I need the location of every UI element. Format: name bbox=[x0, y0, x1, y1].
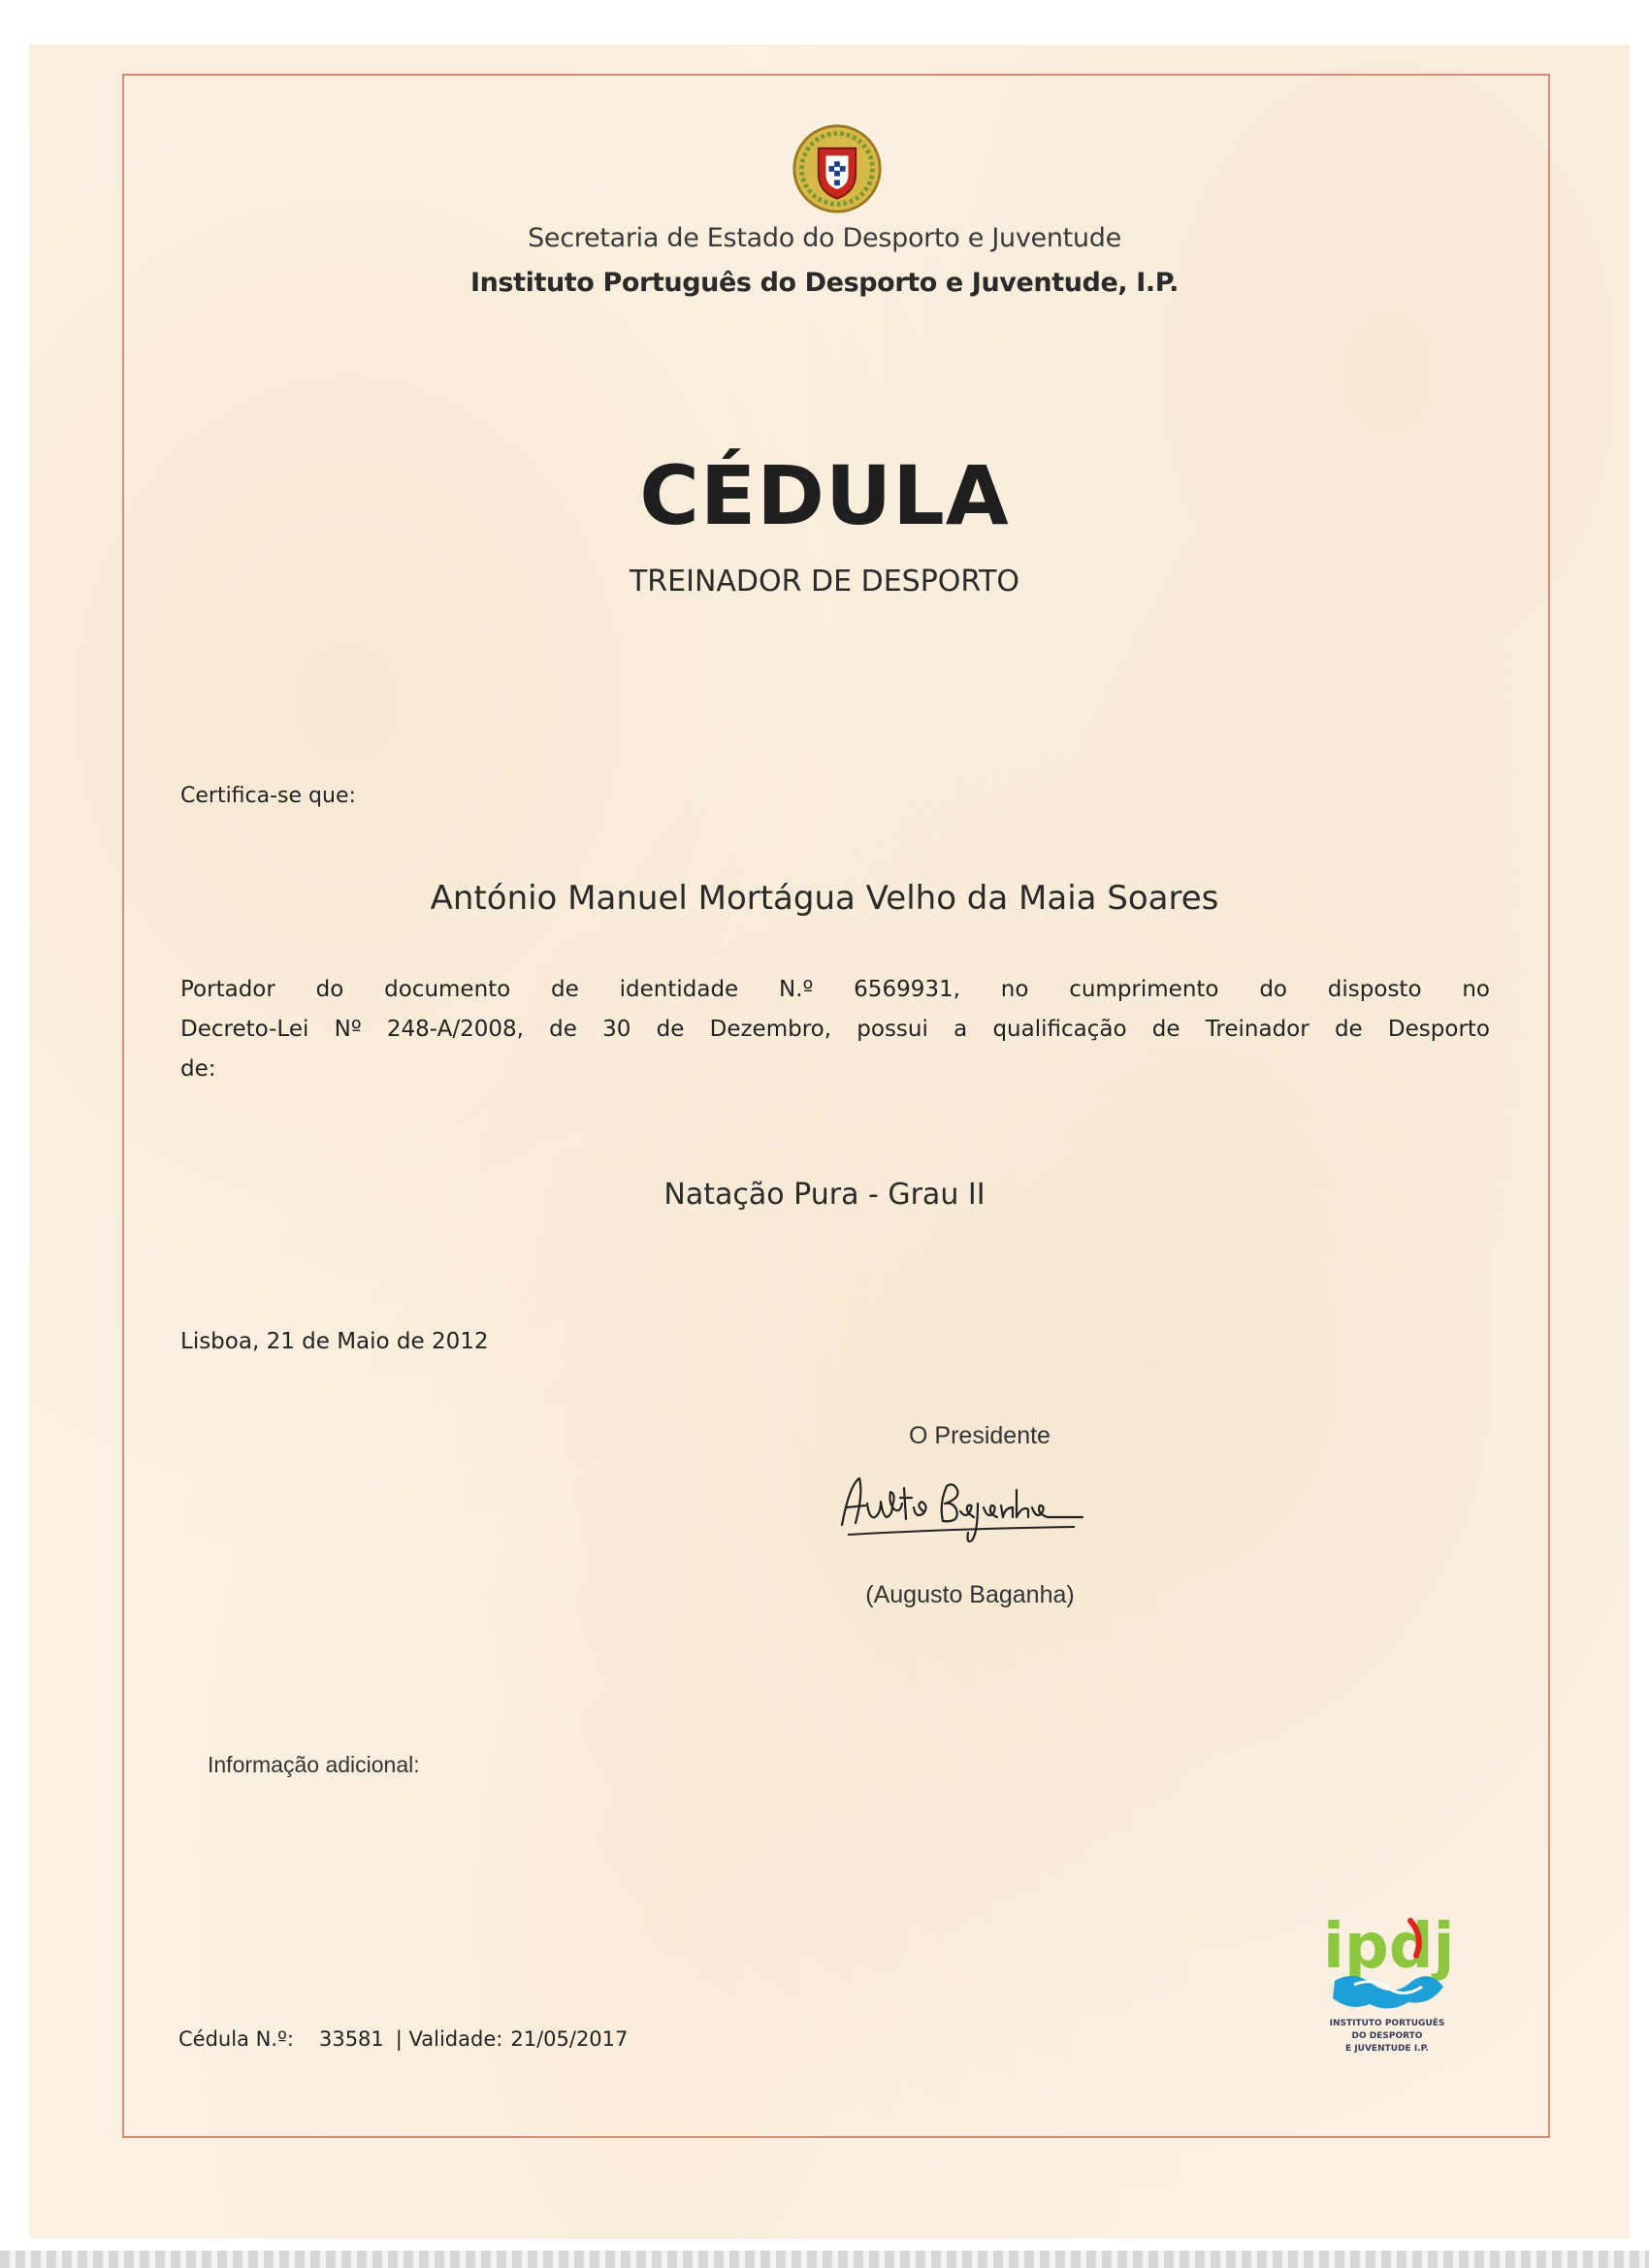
holder-name: António Manuel Mortágua Velho da Maia Soares bbox=[430, 879, 1219, 918]
document-subtitle: TREINADOR DE DESPORTO bbox=[629, 565, 1020, 599]
ipdj-logo-caption bbox=[1310, 2018, 1465, 2056]
header-secretaria: Secretaria de Estado do Desporto e Juventude bbox=[528, 223, 1121, 253]
president-title: O Presidente bbox=[909, 1422, 1051, 1449]
portuguese-coat-of-arms-icon bbox=[791, 122, 884, 215]
ipdj-caption-line-3: E JUVENTUDE I.P. bbox=[1345, 2044, 1429, 2054]
body-paragraph bbox=[180, 970, 1490, 1089]
cedula-number-label: Cédula N.º: bbox=[178, 2027, 294, 2051]
footer-info bbox=[178, 2027, 628, 2051]
body-line-1: Portador do documento de identidade N.º 6569931, no cumprimento do disposto no bbox=[180, 977, 1490, 1002]
place-date: Lisboa, 21 de Maio de 2012 bbox=[180, 1329, 489, 1354]
validity-date: 21/05/2017 bbox=[510, 2027, 629, 2051]
document-title: CÉDULA bbox=[639, 448, 1010, 543]
ipdj-logo-mark: ipdj bbox=[1323, 1911, 1455, 1983]
handwritten-signature bbox=[832, 1465, 1104, 1552]
additional-info-label: Informação adicional: bbox=[208, 1752, 420, 1777]
body-line-3: de: bbox=[180, 1056, 216, 1082]
header-instituto: Instituto Português do Desporto e Juventude, I.P. bbox=[469, 268, 1180, 298]
ipdj-caption-line-2: DO DESPORTO bbox=[1351, 2031, 1423, 2041]
scan-edge bbox=[0, 2251, 1649, 2268]
certificate-border bbox=[122, 74, 1550, 2138]
president-name: (Augusto Baganha) bbox=[865, 1581, 1075, 1608]
body-line-2: Decreto-Lei Nº 248-A/2008, de 30 de Dezembro, possui a qualificação de Treinador de Desporto bbox=[180, 1017, 1490, 1042]
cedula-number: 33581 bbox=[318, 2027, 384, 2051]
certifica-label: Certifica-se que: bbox=[180, 784, 356, 808]
qualification: Natação Pura - Grau II bbox=[663, 1178, 986, 1212]
validity-label: | Validade: bbox=[395, 2027, 503, 2051]
ipdj-caption-line-1: INSTITUTO PORTUGUÊS bbox=[1329, 2019, 1445, 2028]
